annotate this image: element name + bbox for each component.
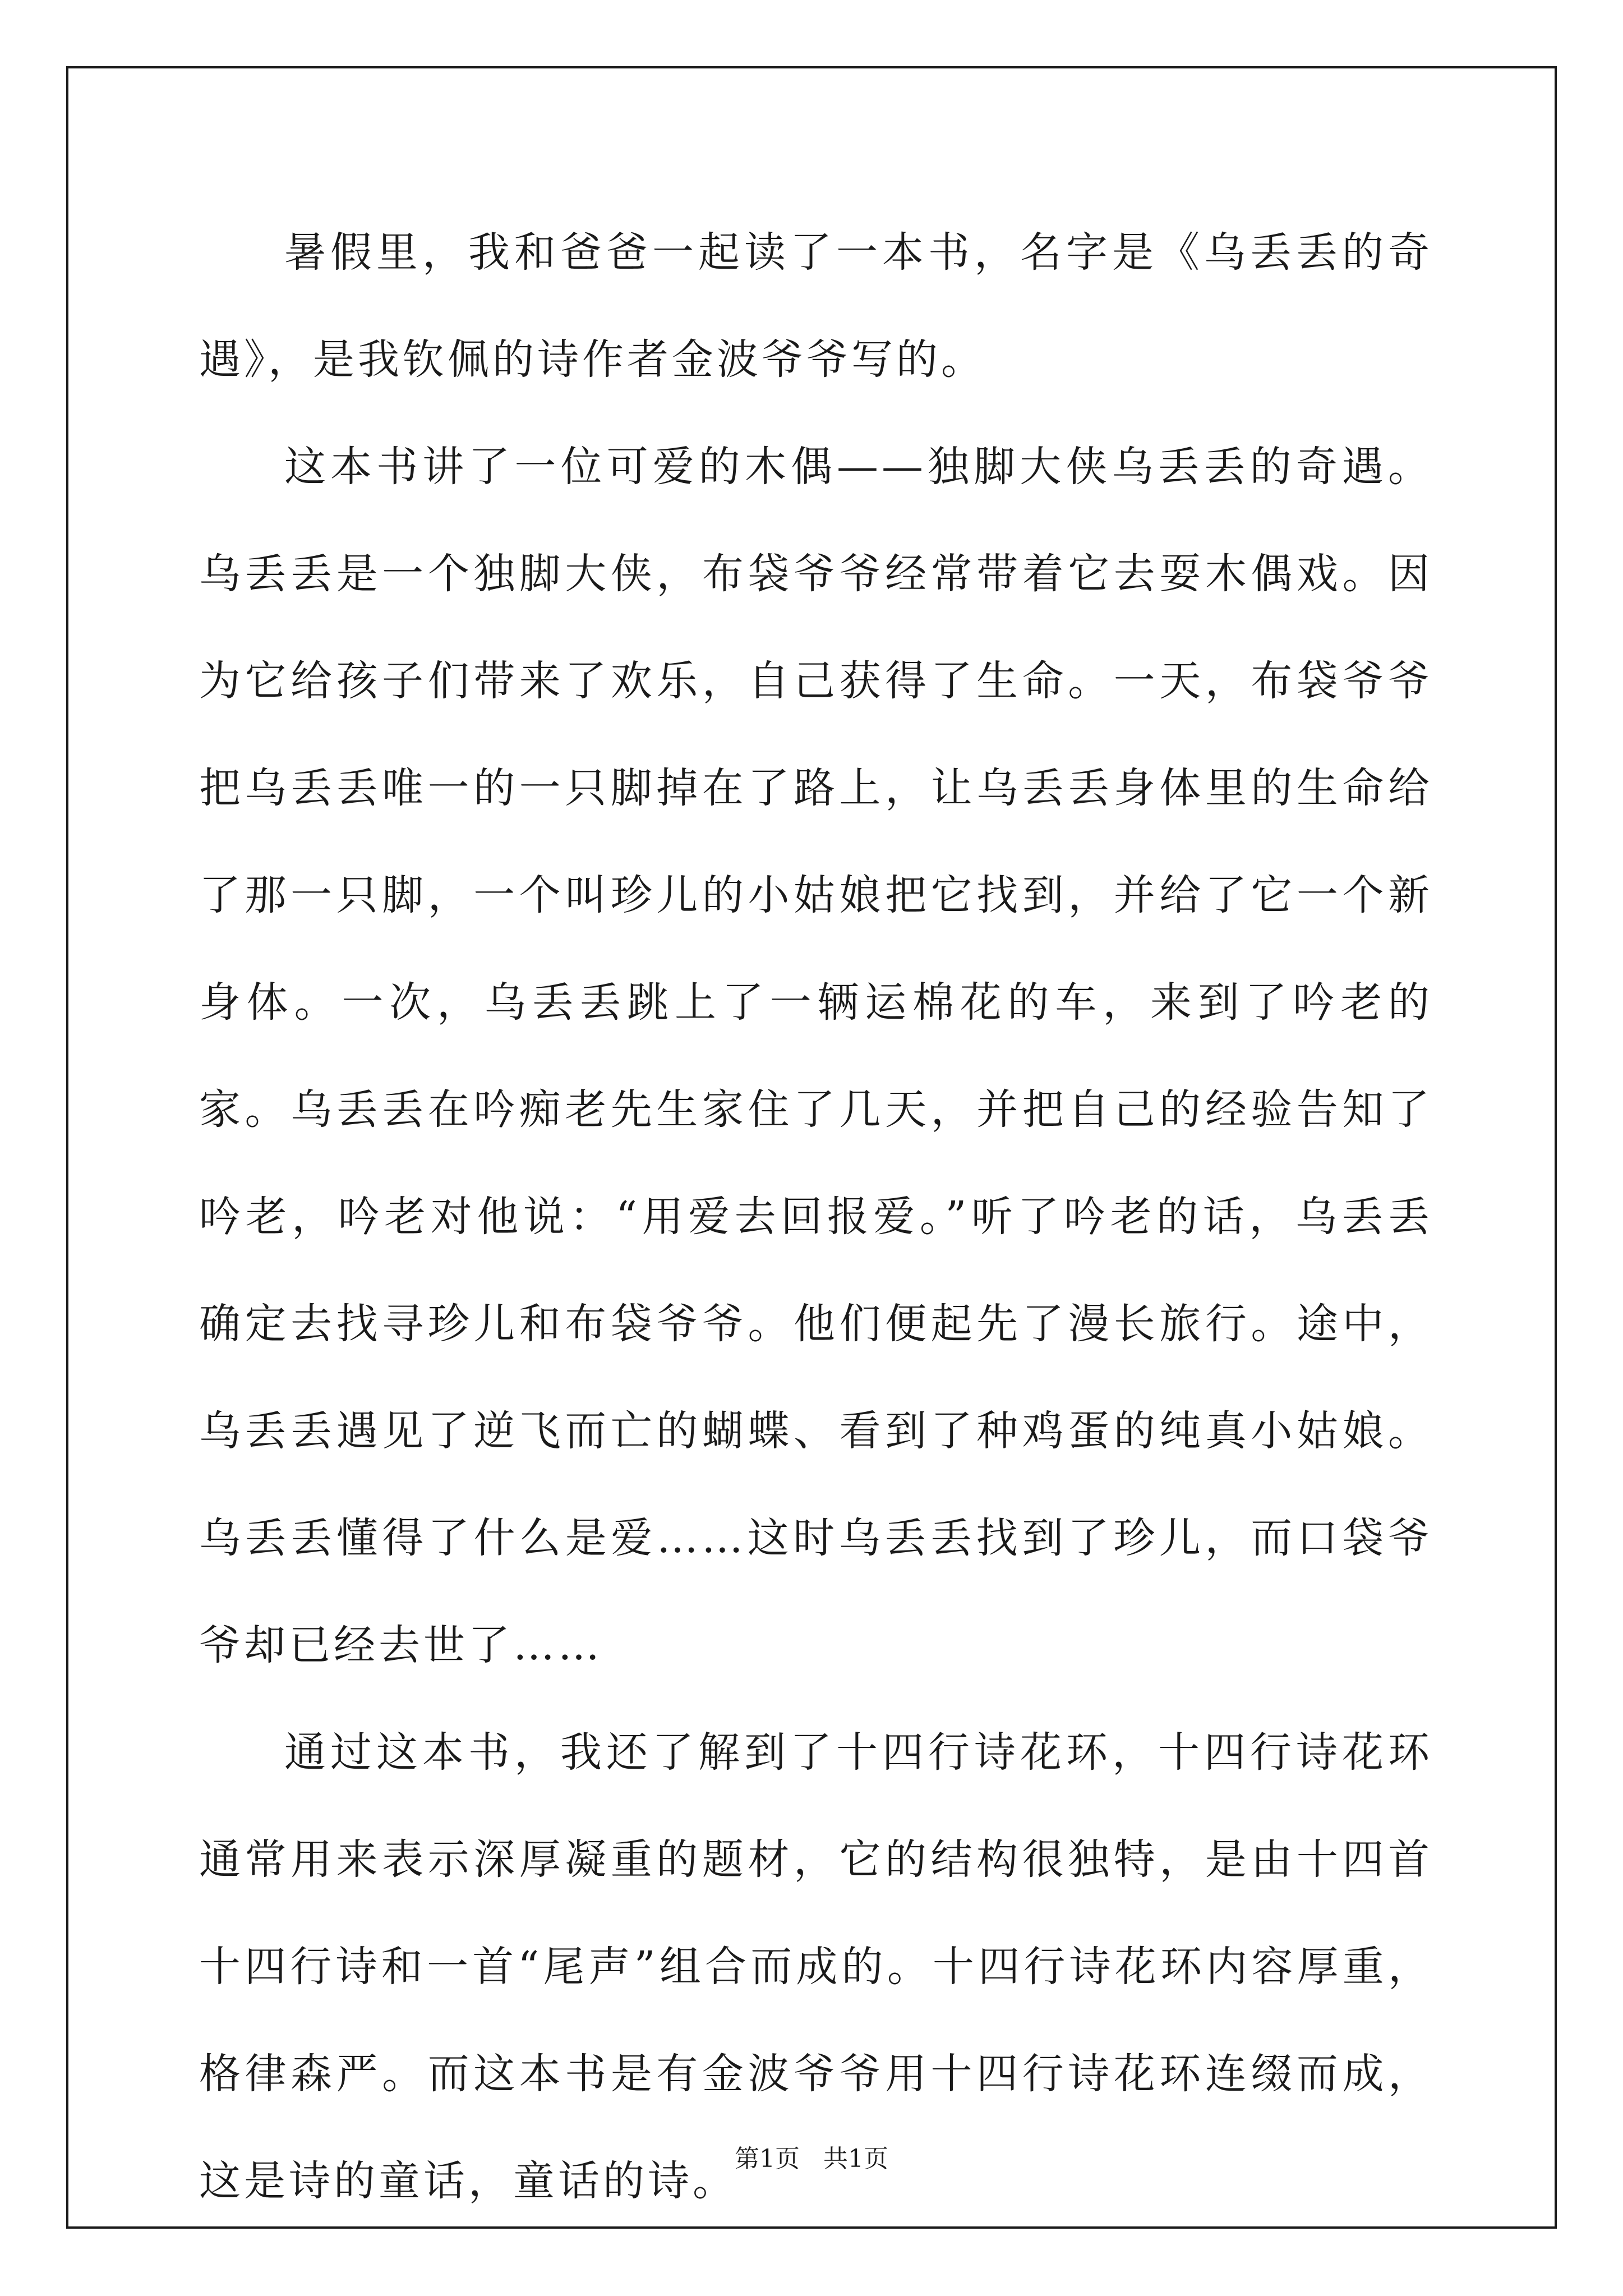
document-body <box>199 199 1433 2235</box>
paragraph-intro: 暑假里，我和爸爸一起读了一本书，名字是《乌丢丢的奇遇》，是我钦佩的诗作者金波爷爷写的。 <box>199 228 1433 384</box>
page-number-footer: 第1页 共1页 <box>735 2145 888 2173</box>
paragraph-sonnet-wreath: 通过这本书，我还了解到了十四行诗花环，十四行诗花环通常用来表示深厚凝重的题材，它的结构很独特，是由十四首十四行诗和一首“尾声”组合而成的。十四行诗花环内容厚重，格律森严。而这本书是有金波爷爷用十四行诗花环连缀而成，这是诗的童话，童话的诗。 <box>199 1728 1433 2205</box>
paragraph-story-summary: 这本书讲了一位可爱的木偶——独脚大侠乌丢丢的奇遇。乌丢丢是一个独脚大侠，布袋爷爷经常带着它去耍木偶戏。因为它给孩子们带来了欢乐，自己获得了生命。一天，布袋爷爷把乌丢丢唯一的一只脚掉在了路上，让乌丢丢身体里的生命给了那一只脚，一个叫珍儿的小姑娘把它找到，并给了它一个新身体。一次，乌丢丢跳上了一辆运棉花的车，来到了吟老的家。乌丢丢在吟痴老先生家住了几天，并把自己的经验告知了吟老，吟老对他说：“用爱去回报爱。”听了吟老的话，乌丢丢确定去找寻珍儿和布袋爷爷。他们便起先了漫长旅行。途中，乌丢丢遇见了逆飞而亡的蝴蝶、看到了种鸡蛋的纯真小姑娘。乌丢丢懂得了什么是爱……这时乌丢丢找到了珍儿，而口袋爷爷却已经去世了…… <box>199 443 1433 1669</box>
